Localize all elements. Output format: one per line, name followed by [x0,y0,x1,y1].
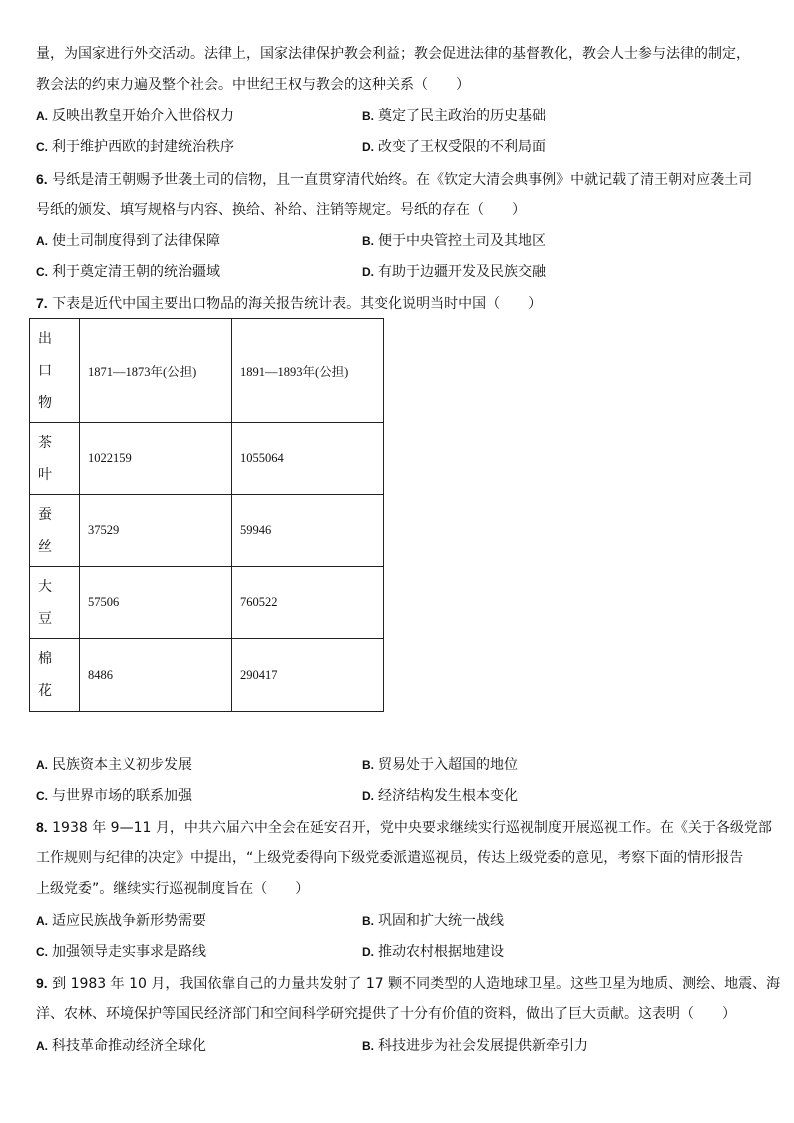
q6-option-a[interactable]: A. 使土司制度得到了法律保障 [36,233,220,249]
table-cell: 8486 [80,639,232,712]
q8-stem-line-2: 工作规则与纪律的决定》中提出，“上级党委得向下级党委派遣巡视员，传达上级党委的意见，考察下面的情形报告 [36,850,744,866]
q8-option-c[interactable]: C. 加强领导走实事求是路线 [36,944,206,960]
table-cell: 290417 [232,639,384,712]
header-cell-period-1: 1871—1873年(公担) [80,319,232,423]
table-cell: 760522 [232,567,384,639]
q5-option-c[interactable]: C. 利于维护西欧的封建统治秩序 [36,139,234,155]
table-cell: 1055064 [232,423,384,495]
q6-option-c[interactable]: C. 利于奠定清王朝的统治疆域 [36,264,220,280]
table-row [30,639,384,712]
row-item-label: 棉花 [38,651,52,699]
q8-option-b[interactable]: B. 巩固和扩大统一战线 [362,913,504,929]
row-item-label: 茶叶 [38,434,52,483]
export-statistics-table [29,318,384,712]
q8-stem-line-3: 上级党委”。继续实行巡视制度旨在（ ） [36,881,310,897]
table-row [30,495,384,567]
table-cell: 37529 [80,495,232,567]
header-item-label: 出口物 [38,330,52,411]
q6-option-d[interactable]: D. 有助于边疆开发及民族交融 [362,264,546,280]
q5-option-d[interactable]: D. 改变了王权受限的不利局面 [362,139,546,155]
table-cell: 59946 [232,495,384,567]
q8-option-d[interactable]: D. 推动农村根据地建设 [362,944,504,960]
q9-stem-line-2: 洋、农林、环境保护等国民经济部门和空间科学研究提供了十分有价值的资料，做出了巨大贡献。这表明（ ） [36,1006,736,1022]
row-item-label: 蚕丝 [38,506,52,555]
q7-option-c[interactable]: C. 与世界市场的联系加强 [36,788,192,804]
table-row [30,567,384,639]
q7-option-b[interactable]: B. 贸易处于入超国的地位 [362,757,518,773]
q6-stem-line-1: 6. 号纸是清王朝赐予世袭土司的信物，且一直贯穿清代始终。在《钦定大清会典事例》中就记载了清王朝对应袭土司 [36,171,753,188]
q6-stem-line-2: 号纸的颁发、填写规格与内容、换给、补给、注销等规定。号纸的存在（ ） [36,202,526,218]
q5-stem-line-1: 量，为国家进行外交活动。法律上，国家法律保护教会利益；教会促进法律的基督教化，教会人士参与法律的制定， [36,46,750,62]
header-cell-item [30,319,80,423]
header-cell-period-2: 1891—1893年(公担) [232,319,384,423]
table-cell: 57506 [80,567,232,639]
q9-stem-line-1: 9. 到 1983 年 10 月，我国依靠自己的力量共发射了 17 颗不同类型的人造地球卫星。这些卫星为地质、测绘、地震、海 [36,975,781,992]
q7-option-a[interactable]: A. 民族资本主义初步发展 [36,757,192,773]
q5-option-a[interactable]: A. 反映出教皇开始介入世俗权力 [36,108,234,124]
q8-option-a[interactable]: A. 适应民族战争新形势需要 [36,913,206,929]
q6-option-b[interactable]: B. 便于中央管控土司及其地区 [362,233,546,249]
q9-option-a[interactable]: A. 科技革命推动经济全球化 [36,1038,206,1054]
q7-stem-line-1: 7. 下表是近代中国主要出口物品的海关报告统计表。其变化说明当时中国（ ） [36,295,543,312]
q7-option-d[interactable]: D. 经济结构发生根本变化 [362,788,518,804]
table-row [30,423,384,495]
q5-stem-line-2: 教会法的约束力遍及整个社会。中世纪王权与教会的这种关系（ ） [36,77,470,93]
q9-option-b[interactable]: B. 科技进步为社会发展提供新牵引力 [362,1038,588,1054]
q8-stem-line-1: 8. 1938 年 9—11 月，中共六届六中全会在延安召开，党中央要求继续实行巡视制度开展巡视工作。在《关于各级党部 [36,819,772,836]
row-item-label: 大豆 [38,578,52,627]
table-header-row [30,319,384,423]
table-cell: 1022159 [80,423,232,495]
q5-option-b[interactable]: B. 奠定了民主政治的历史基础 [362,108,546,124]
